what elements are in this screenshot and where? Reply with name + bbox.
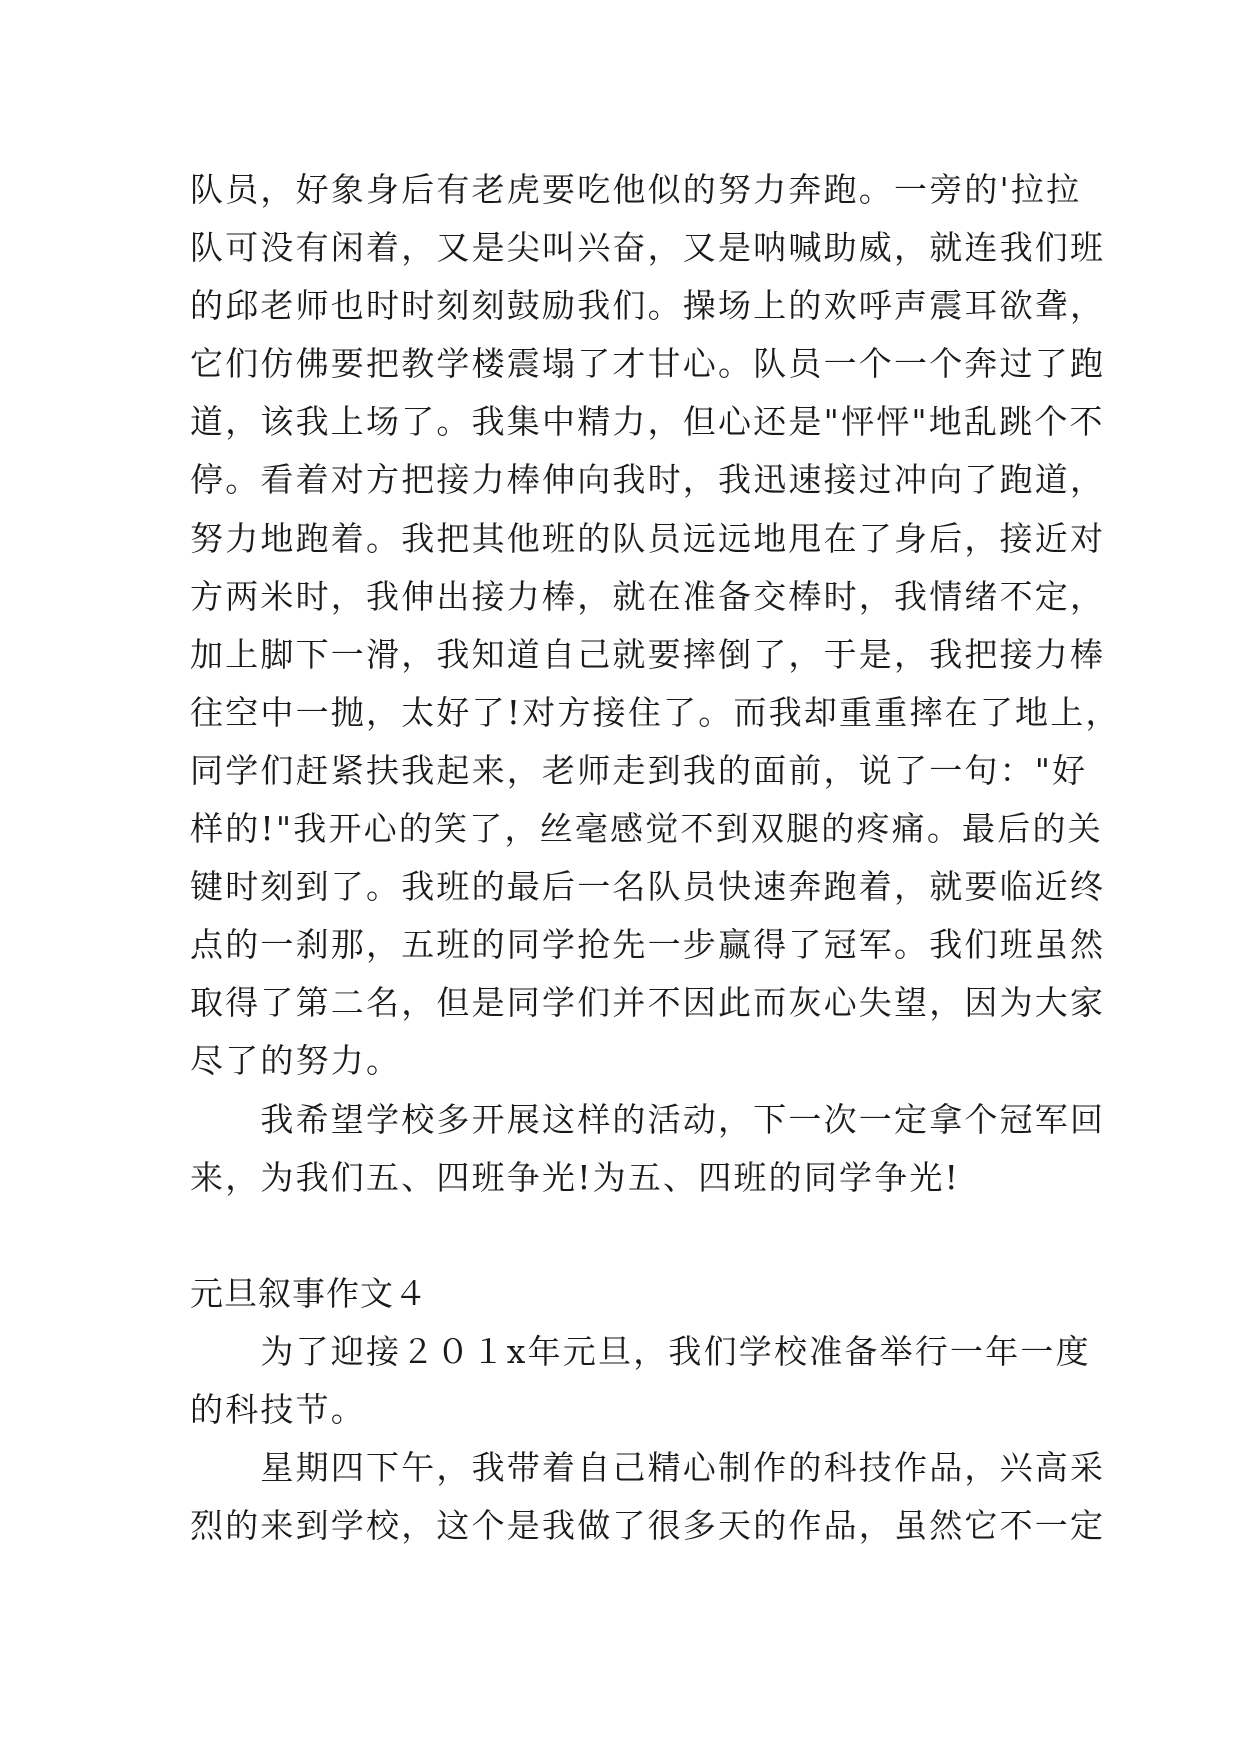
text-line: 道，该我上场了。我集中精力，但心还是"怦怦"地乱跳个不 [190,402,1105,442]
paragraph [190,161,1121,1091]
text-line: 样的!"我开心的笑了，丝毫感觉不到双腿的疼痛。最后的关 [190,809,1103,849]
text-line: 取得了第二名，但是同学们并不因此而灰心失望，因为大家 [190,983,1106,1023]
text-line: 星期四下午，我带着自己精心制作的科技作品，兴高采 [190,1447,1106,1487]
paragraph [190,1439,1106,1555]
text-line: 我希望学校多开展这样的活动，下一次一定拿个冠军回 [190,1099,1106,1139]
text-line: 来，为我们五、四班争光!为五、四班的同学争光! [190,1157,961,1197]
text-line: 队员，好象身后有老虎要吃他似的努力奔跑。一旁的'拉拉 [190,170,1082,209]
text-line: 尽了的努力。 [190,1041,402,1081]
text-line: 烈的来到学校，这个是我做了很多天的作品，虽然它不一定 [190,1505,1106,1545]
text-line: 点的一刹那，五班的同学抢先一步赢得了冠军。我们班虽然 [190,925,1106,965]
section-spacer [190,1207,1060,1265]
text-line: 同学们赶紧扶我起来，老师走到我的面前，说了一句："好 [190,750,1088,790]
paragraph [190,1091,1106,1207]
text-line: 的邱老师也时时刻刻鼓励我们。操场上的欢呼声震耳欲聋， [190,286,1106,326]
section [190,1265,1106,1555]
text-line: 键时刻到了。我班的最后一名队员快速奔跑着，就要临近终 [190,867,1106,907]
text-line: 它们仿佛要把教学楼震塌了才甘心。队员一个一个奔过了跑 [190,344,1106,384]
document-body [190,161,1121,1555]
text-line: 加上脚下一滑，我知道自己就要摔倒了，于是，我把接力棒 [190,634,1106,674]
text-line: 的科技节。 [190,1389,366,1429]
text-line: 往空中一抛，太好了!对方接住了。而我却重重摔在了地上， [190,692,1121,732]
section-heading: 元旦叙事作文４ [190,1273,428,1313]
paragraph [190,1323,1091,1439]
text-line: 队可没有闲着，又是尖叫兴奋，又是呐喊助威，就连我们班 [190,228,1106,268]
text-line: 为了迎接２０１x年元旦，我们学校准备举行一年一度 [190,1331,1091,1371]
text-line: 方两米时，我伸出接力棒，就在准备交棒时，我情绪不定， [190,576,1106,616]
text-line: 停。看着对方把接力棒伸向我时，我迅速接过冲向了跑道， [190,460,1106,500]
text-line: 努力地跑着。我把其他班的队员远远地甩在了身后，接近对 [190,518,1106,558]
